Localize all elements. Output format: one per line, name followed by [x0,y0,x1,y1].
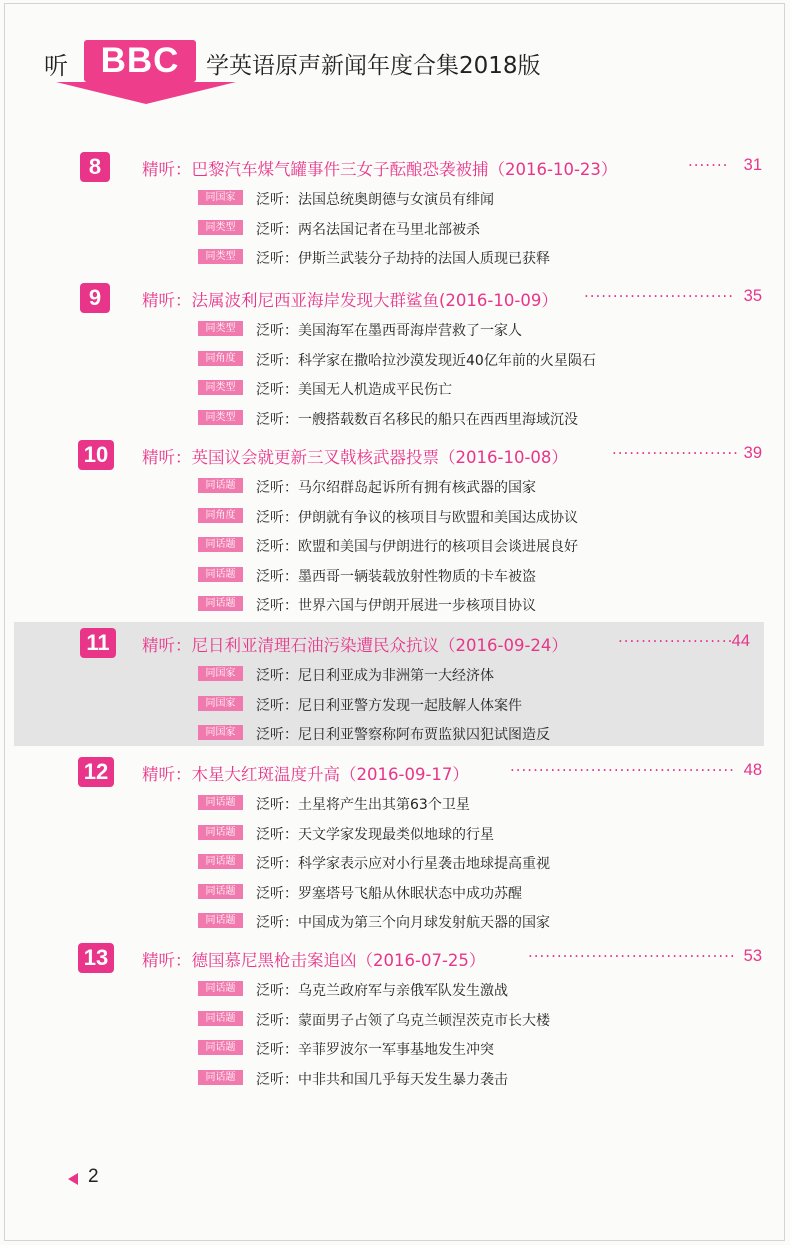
section-title: 精听：尼日利亚清理石油污染遭民众抗议（2016-09-24） [142,636,568,655]
category-tag: 同国家 [198,190,243,205]
toc-section-11 [14,622,764,746]
list-item[interactable] [72,313,762,343]
list-item[interactable] [72,529,762,559]
item-title: 泛听：美国无人机造成平民伤亡 [256,382,452,398]
section-number-badge: 10 [78,440,114,470]
section-number-badge: 11 [80,628,116,658]
toc-section-8 [72,152,762,271]
item-title: 泛听：天文学家发现最类似地球的行星 [256,826,494,843]
section-title: 精听：德国慕尼黑枪击案追凶（2016-07-25） [142,951,486,970]
leader-dots: .................................... [528,943,736,961]
leader-dots: ....................................... [510,757,735,775]
leader-dots: ....... [688,152,729,170]
list-item[interactable] [72,787,762,817]
toc-section-9 [72,283,762,431]
section-page-number: 35 [743,287,762,305]
leader-dots: .......................... [584,283,734,301]
section-heading[interactable] [72,283,762,313]
list-item[interactable] [72,1003,762,1033]
toc-section-12 [72,757,762,935]
section-page-number: 39 [743,444,762,462]
item-title: 泛听：土星将产生出其第63个卫星 [256,797,470,813]
list-item[interactable] [72,343,762,373]
item-title: 泛听：墨西哥一辆装载放射性物质的卡车被盗 [256,568,536,585]
category-tag: 同话题 [198,537,243,552]
section-heading[interactable] [14,628,764,658]
item-title: 泛听：两名法国记者在马里北部被杀 [256,221,480,238]
list-item[interactable] [72,470,762,500]
category-tag: 同话题 [198,567,243,582]
item-title: 泛听：尼日利亚成为非洲第一大经济体 [256,668,494,684]
triangle-left-icon [68,1173,78,1185]
item-title: 泛听：中国成为第三个向月球发射航天器的国家 [256,915,550,931]
item-title: 泛听：世界六国与伊朗开展进一步核项目协议 [256,598,536,614]
category-tag: 同话题 [198,795,243,810]
category-tag: 同话题 [198,981,243,996]
bbc-arrow-shape [56,82,236,104]
category-tag: 同话题 [198,913,243,928]
list-item[interactable] [14,688,764,718]
item-title: 泛听：科学家在撒哈拉沙漠发现近40亿年前的火星陨石 [256,352,596,369]
list-item[interactable] [72,372,762,402]
section-title: 精听：法属波利尼西亚海岸发现大群鲨鱼(2016-10-09） [142,291,558,310]
bbc-logo [84,40,196,82]
item-title: 泛听：尼日利亚警察称阿布贾监狱囚犯试图造反 [256,727,550,743]
list-item[interactable] [72,876,762,906]
item-title: 泛听：中非共和国几乎每天发生暴力袭击 [256,1071,508,1088]
section-heading[interactable] [72,152,762,182]
category-tag: 同国家 [198,666,243,681]
section-page-number: 31 [743,156,762,174]
list-item[interactable] [72,1032,762,1062]
page-number: 2 [88,1166,99,1187]
section-number-badge: 12 [78,757,114,787]
section-page-number: 53 [743,947,762,965]
toc-section-13 [72,943,762,1091]
section-title: 精听：巴黎汽车煤气罐事件三女子酝酿恐袭被捕（2016-10-23） [142,160,618,179]
section-title: 精听：木星大红斑温度升高（2016-09-17） [142,765,469,784]
list-item[interactable] [72,1062,762,1092]
list-item[interactable] [72,905,762,935]
section-page-number: 44 [731,632,750,650]
category-tag: 同话题 [198,596,243,611]
category-tag: 同话题 [198,854,243,869]
category-tag: 同话题 [198,1040,243,1055]
list-item[interactable] [72,212,762,242]
category-tag: 同角度 [198,508,243,523]
list-item[interactable] [72,817,762,847]
category-tag: 同话题 [198,825,243,840]
category-tag: 同话题 [198,1070,243,1085]
item-title: 泛听：尼日利亚警方发现一起肢解人体案件 [256,697,522,714]
list-item[interactable] [72,846,762,876]
list-item[interactable] [72,973,762,1003]
header-prefix: 听 [44,52,68,80]
category-tag: 同国家 [198,696,243,711]
toc-section-10 [72,440,762,618]
leader-dots: .................... [618,628,734,646]
list-item[interactable] [72,182,762,212]
category-tag: 同话题 [198,884,243,899]
list-item[interactable] [72,402,762,432]
item-title: 泛听：欧盟和美国与伊朗进行的核项目会谈进展良好 [256,539,578,555]
item-title: 泛听：辛菲罗波尔一军事基地发生冲突 [256,1042,494,1058]
item-title: 泛听：蒙面男子占领了乌克兰顿涅茨克市长大楼 [256,1012,550,1029]
section-heading[interactable] [72,440,762,470]
section-number-badge: 9 [80,283,110,313]
list-item[interactable] [14,658,764,688]
category-tag: 同角度 [198,351,243,366]
section-heading[interactable] [72,943,762,973]
section-title: 精听：英国议会就更新三叉戟核武器投票（2016-10-08） [142,448,568,467]
list-item[interactable] [72,559,762,589]
item-title: 泛听：伊斯兰武装分子劫持的法国人质现已获释 [256,251,550,267]
list-item[interactable] [14,717,764,747]
section-heading[interactable] [72,757,762,787]
category-tag: 同国家 [198,725,243,740]
section-number-badge: 13 [78,943,114,973]
category-tag: 同话题 [198,1011,243,1026]
item-title: 泛听：伊朗就有争议的核项目与欧盟和美国达成协议 [256,509,578,526]
category-tag: 同类型 [198,410,243,425]
category-tag: 同话题 [198,478,243,493]
item-title: 泛听：一艘搭载数百名移民的船只在西西里海域沉没 [256,411,578,428]
section-number-badge: 8 [80,152,110,182]
header-title: 学英语原声新闻年度合集2018版 [206,53,541,79]
item-title: 泛听：乌克兰政府军与亲俄军队发生激战 [256,983,508,999]
leader-dots: ...................... [612,440,739,458]
item-title: 泛听：美国海军在墨西哥海岸营救了一家人 [256,323,522,339]
page-header [34,40,754,110]
list-item[interactable] [72,588,762,618]
category-tag: 同类型 [198,220,243,235]
item-title: 泛听：法国总统奥朗德与女演员有绯闻 [256,192,494,208]
category-tag: 同类型 [198,380,243,395]
item-title: 泛听：科学家表示应对小行星袭击地球提高重视 [256,856,550,872]
item-title: 泛听：罗塞塔号飞船从休眠状态中成功苏醒 [256,885,522,902]
category-tag: 同类型 [198,249,243,264]
list-item[interactable] [72,241,762,271]
category-tag: 同类型 [198,321,243,336]
bbc-logo-text: BBC [100,41,180,80]
list-item[interactable] [72,500,762,530]
section-page-number: 48 [743,761,762,779]
item-title: 泛听：马尔绍群岛起诉所有拥有核武器的国家 [256,480,536,496]
